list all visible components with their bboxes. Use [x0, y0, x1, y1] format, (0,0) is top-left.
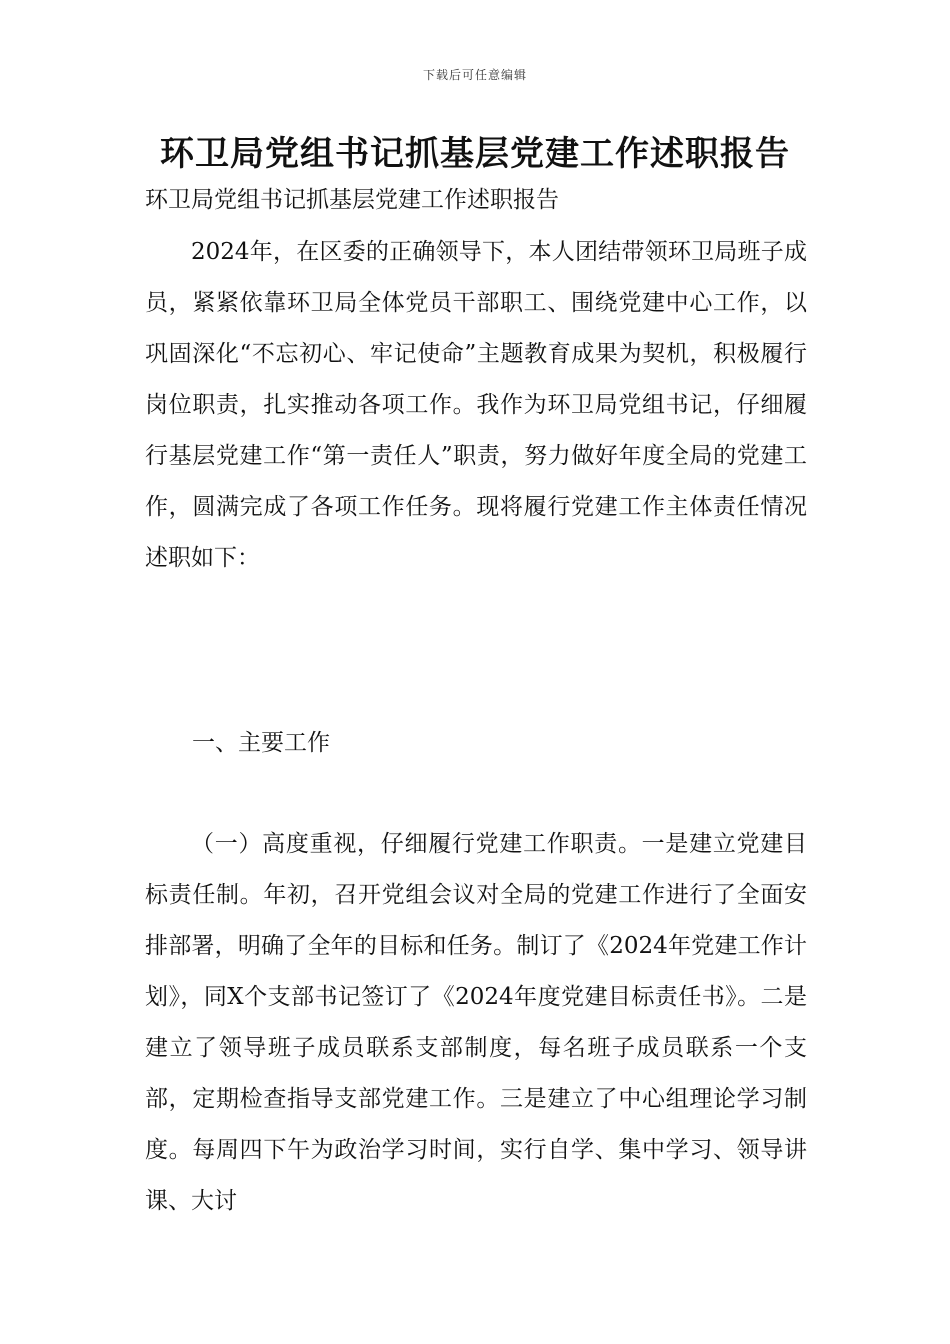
section-paragraph: （一）高度重视，仔细履行党建工作职责。一是建立党建目标责任制。年初，召开党组会议对全局的党建工作进行了全面安排部署，明确了全年的目标和任务。制订了《2024年党建工作计划》，同X个支部书记签订了《2024年度党建目标责任书》。二是建立了领导班子成员联系支部制度，每名班子成员联系一个支部，定期检查指导支部党建工作。三是建立了中心组理论学习制度。每周四下午为政治学习时间，实行自学、集中学习、领导讲课、大讨 [145, 831, 807, 1214]
intro-paragraph: 2024年，在区委的正确领导下，本人团结带领环卫局班子成员，紧紧依靠环卫局全体党员干部职工、围绕党建中心工作，以巩固深化“不忘初心、牢记使命”主题教育成果为契机，积极履行岗位职责，扎实推动各项工作。我作为环卫局党组书记，仔细履行基层党建工作“第一责任人”职责，努力做好年度全局的党建工作，圆满完成了各项工作任务。现将履行党建工作主体责任情况述职如下： [145, 239, 807, 571]
header-note: 下载后可任意编辑 [422, 68, 527, 82]
document-subtitle: 环卫局党组书记抓基层党建工作述职报告 [145, 187, 559, 213]
document-title: 环卫局党组书记抓基层党建工作述职报告 [160, 134, 790, 174]
section-heading: 一、主要工作 [192, 730, 330, 756]
